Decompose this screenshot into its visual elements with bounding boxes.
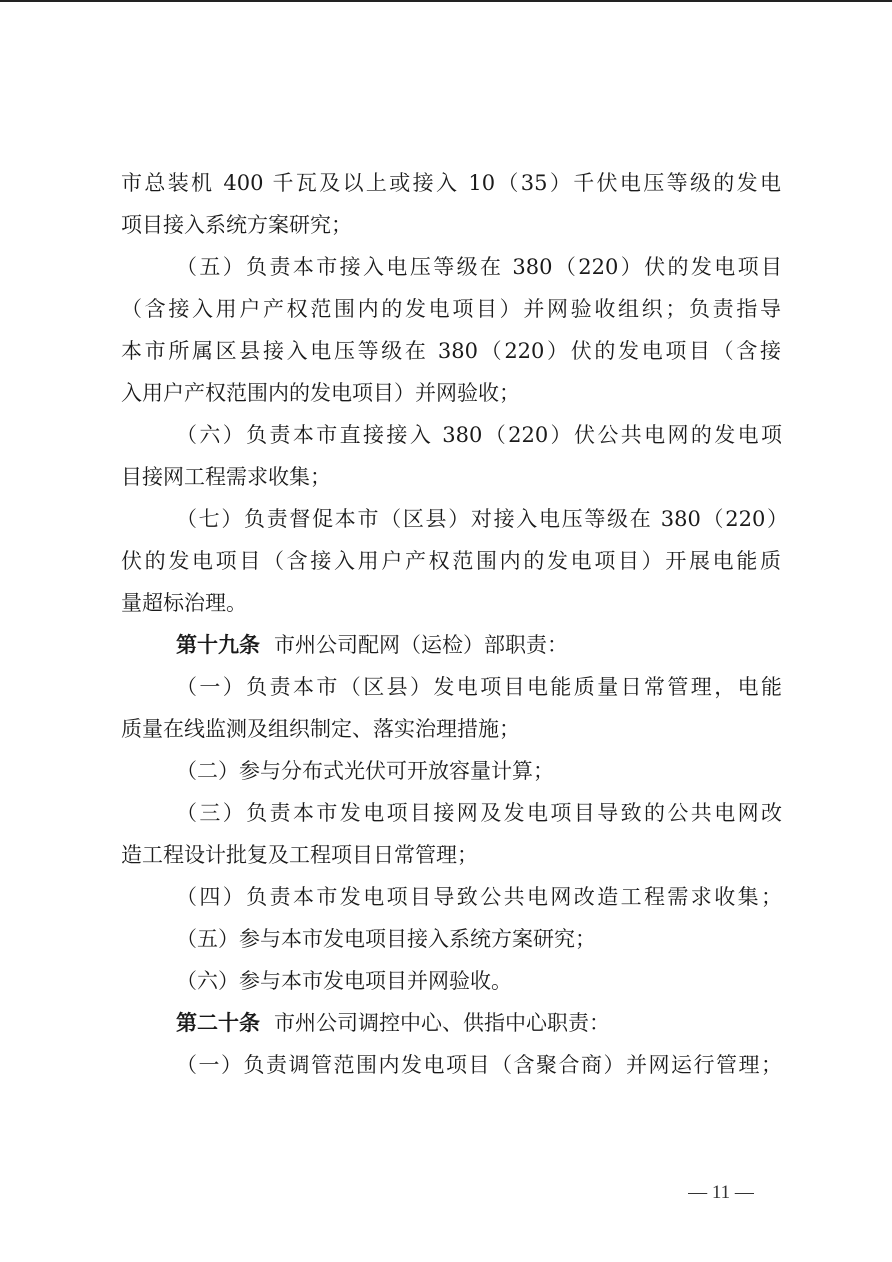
text-line: 伏的发电项目（含接入用户产权范围内的发电项目）开展电能质 bbox=[121, 549, 781, 573]
text-line: （三）负责本市发电项目接网及发电项目导致的公共电网改 bbox=[176, 801, 782, 825]
text-line: （六）负责本市直接接入 380（220）伏公共电网的发电项 bbox=[176, 423, 782, 447]
article-19 bbox=[0, 624, 892, 666]
text-line: （二）参与分布式光伏可开放容量计算； bbox=[176, 759, 554, 783]
text-line: （一）负责调管范围内发电项目（含聚合商）并网运行管理； bbox=[176, 1053, 782, 1077]
text-line: （七）负责督促本市（区县）对接入电压等级在 380（220） bbox=[176, 507, 788, 531]
text-line: 本市所属区县接入电压等级在 380（220）伏的发电项目（含接 bbox=[121, 339, 781, 363]
text-line: 量超标治理。 bbox=[121, 591, 247, 615]
article-19-text: 市州公司配网（运检）部职责： bbox=[274, 633, 568, 657]
text-line: （含接入用户产权范围内的发电项目）并网验收组织；负责指导 bbox=[121, 297, 781, 321]
text-line: 市总装机 400 千瓦及以上或接入 10（35）千伏电压等级的发电 bbox=[121, 171, 781, 195]
article-20 bbox=[0, 1002, 892, 1044]
text-line: 入用户产权范围内的发电项目）并网验收； bbox=[121, 381, 520, 405]
text-line: （五）负责本市接入电压等级在 380（220）伏的发电项目 bbox=[176, 255, 782, 279]
top-border bbox=[0, 0, 892, 2]
article-20-text: 市州公司调控中心、供指中心职责： bbox=[274, 1011, 610, 1035]
text-line: 目接网工程需求收集； bbox=[121, 465, 331, 489]
page-number: — 11 — bbox=[688, 1182, 754, 1203]
article-20-heading: 第二十条 bbox=[176, 1011, 260, 1035]
text-line: （六）参与本市发电项目并网验收。 bbox=[176, 969, 512, 993]
text-line: 造工程设计批复及工程项目日常管理； bbox=[121, 843, 478, 867]
text-line: （四）负责本市发电项目导致公共电网改造工程需求收集； bbox=[176, 885, 782, 909]
text-line: （一）负责本市（区县）发电项目电能质量日常管理，电能 bbox=[176, 675, 782, 699]
text-line: 质量在线监测及组织制定、落实治理措施； bbox=[121, 717, 520, 741]
article-19-heading: 第十九条 bbox=[176, 633, 260, 657]
text-line: 项目接入系统方案研究； bbox=[121, 213, 352, 237]
text-line: （五）参与本市发电项目接入系统方案研究； bbox=[176, 927, 596, 951]
